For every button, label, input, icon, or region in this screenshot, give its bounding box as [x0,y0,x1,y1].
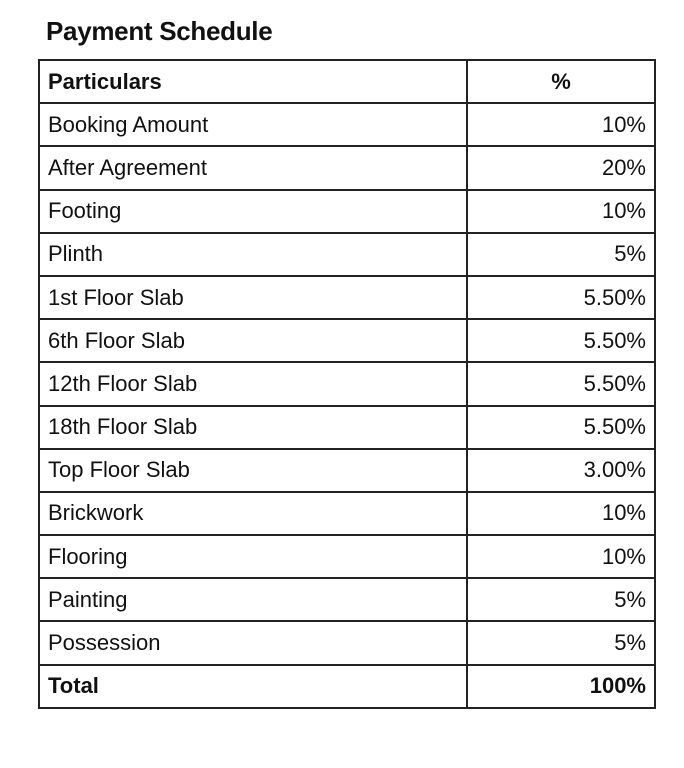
table-row [39,578,655,621]
particular-cell: Plinth [39,233,467,276]
particular-cell: 6th Floor Slab [39,319,467,362]
particular-cell: 18th Floor Slab [39,406,467,449]
percent-cell: 10% [467,492,655,535]
table-row [39,233,655,276]
table-row [39,319,655,362]
particular-cell: 12th Floor Slab [39,362,467,405]
table-row [39,621,655,664]
percent-cell: 10% [467,190,655,233]
total-row [39,665,655,708]
percent-cell: 5.50% [467,406,655,449]
particular-cell: Footing [39,190,467,233]
particular-cell: 1st Floor Slab [39,276,467,319]
percent-cell: 20% [467,146,655,189]
particular-cell: Booking Amount [39,103,467,146]
percent-cell: 5% [467,578,655,621]
percent-cell: 5% [467,621,655,664]
table-row [39,276,655,319]
table-row [39,103,655,146]
table-row [39,492,655,535]
percent-cell: 10% [467,103,655,146]
particular-cell: After Agreement [39,146,467,189]
percent-cell: 5.50% [467,276,655,319]
percent-cell: 5% [467,233,655,276]
table-row [39,146,655,189]
total-label: Total [39,665,467,708]
percent-cell: 3.00% [467,449,655,492]
table-row [39,190,655,233]
header-particulars: Particulars [39,60,467,103]
total-value: 100% [467,665,655,708]
table-row [39,406,655,449]
page-title: Payment Schedule [46,16,273,46]
particular-cell: Flooring [39,535,467,578]
table-row [39,535,655,578]
percent-cell: 5.50% [467,362,655,405]
header-percent: % [467,60,655,103]
table-row [39,362,655,405]
payment-schedule-table [38,59,656,709]
table-header-row [39,60,655,103]
particular-cell: Brickwork [39,492,467,535]
particular-cell: Possession [39,621,467,664]
percent-cell: 5.50% [467,319,655,362]
table-row [39,449,655,492]
particular-cell: Painting [39,578,467,621]
percent-cell: 10% [467,535,655,578]
particular-cell: Top Floor Slab [39,449,467,492]
